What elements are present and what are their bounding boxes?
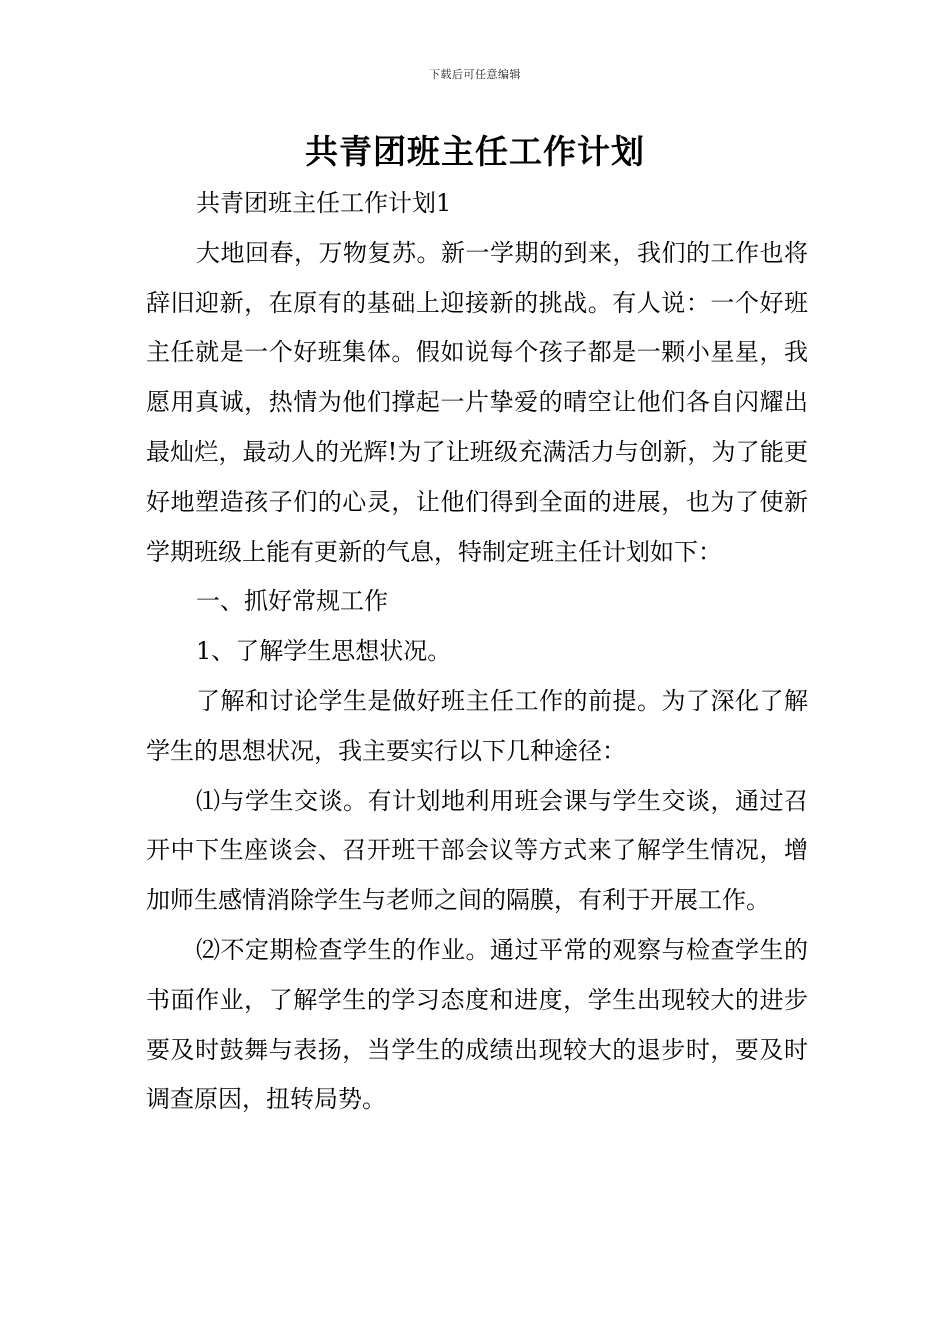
list-item-paragraph: ⑴与学生交谈。有计划地利用班会课与学生交谈，通过召开中下生座谈会、召开班干部会议等方式来了解学生情况，增加师生感情消除学生与老师之间的隔膜，有利于开展工作。 <box>146 786 808 915</box>
section-heading: 一、抓好常规工作 <box>196 587 388 616</box>
list-item-paragraph: ⑵不定期检查学生的作业。通过平常的观察与检查学生的书面作业，了解学生的学习态度和进度，学生出现较大的进步要及时鼓舞与表扬，当学生的成绩出现较大的退步时，要及时调查原因，扭转局势。 <box>146 935 808 1114</box>
document-title: 共青团班主任工作计划 <box>305 132 645 171</box>
body-paragraph: 了解和讨论学生是做好班主任工作的前提。为了深化了解学生的思想状况，我主要实行以下几种途径： <box>146 686 808 765</box>
subtitle-paragraph: 共青团班主任工作计划1 <box>196 189 452 217</box>
intro-paragraph: 大地回春，万物复苏。新一学期的到来，我们的工作也将辞旧迎新，在原有的基础上迎接新的挑战。有人说：一个好班主任就是一个好班集体。假如说每个孩子都是一颗小星星，我愿用真诚，热情为他们撑起一片挚爱的晴空让他们各自闪耀出最灿烂，最动人的光辉!为了让班级充满活力与创新，为了能更好地塑造孩子们的心灵，让他们得到全面的进展，也为了使新学期班级上能有更新的气息，特制定班主任计划如下： <box>146 238 808 566</box>
subsection-heading: 1、了解学生思想状况。 <box>196 637 452 666</box>
header-note: 下载后可任意编辑 <box>429 68 521 81</box>
document-body <box>146 179 808 1125</box>
